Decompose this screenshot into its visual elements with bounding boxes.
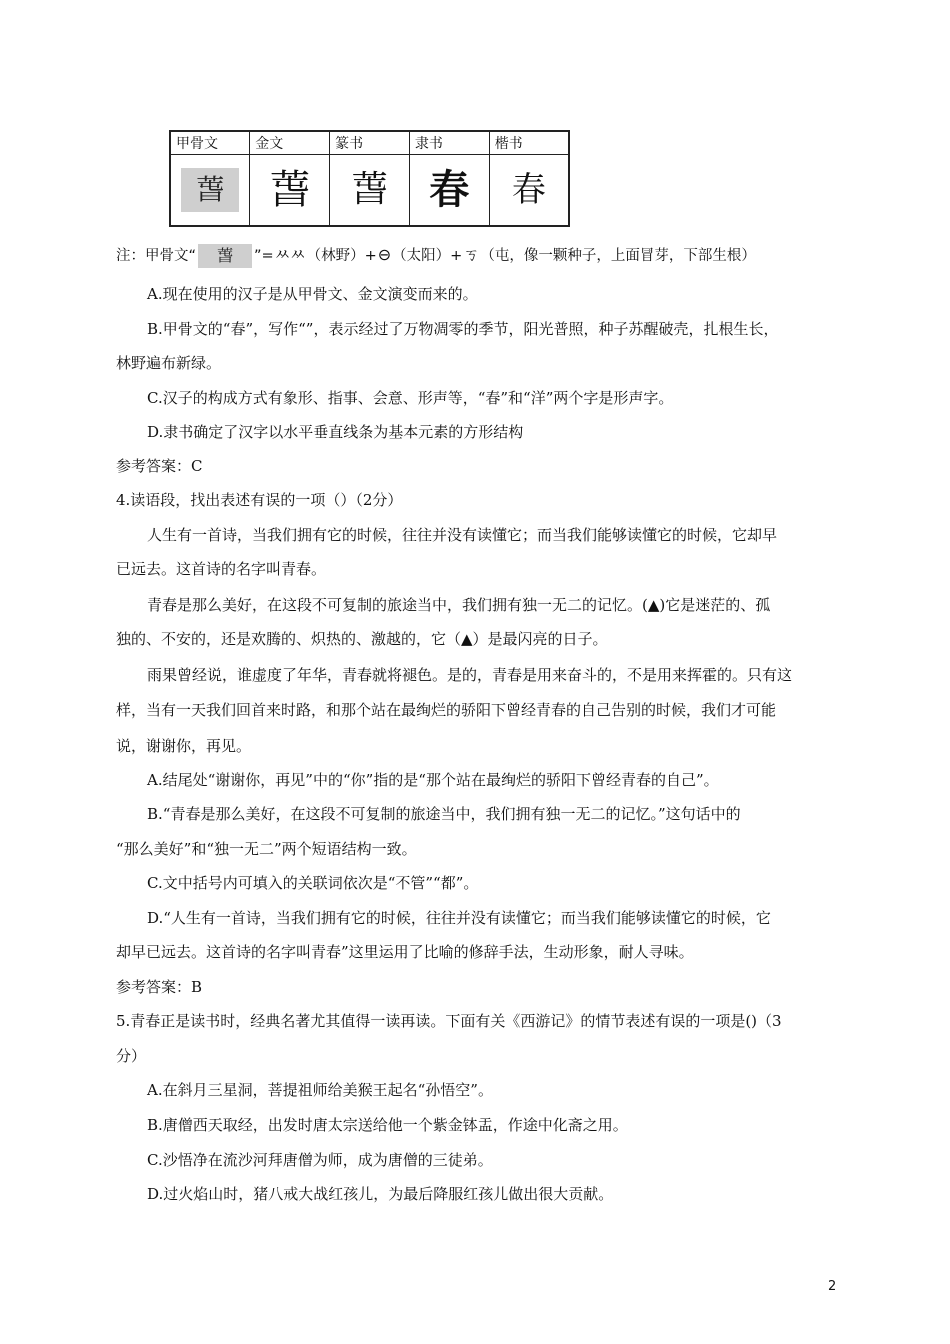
sun-symbol: ⊖	[377, 245, 392, 264]
q5-option-b: B.唐僧西天取经，出发时唐太宗送给他一个紫金钵盂，作途中化斋之用。	[147, 1116, 628, 1134]
header-regular: 楷书	[489, 131, 569, 155]
sprout-symbol: ㄎ	[463, 245, 480, 264]
note-forest: （林野）+	[306, 248, 377, 264]
page-number: 2	[828, 1279, 837, 1294]
q4-option-d: D.“人生有一首诗，当我们拥有它的时候，往往并没有读懂它；而当我们能够读懂它的时候，它	[147, 909, 771, 927]
oracle-inline-image: 萅	[198, 244, 252, 268]
table-header-row	[170, 131, 569, 155]
forest-symbol: ㅆㅆ	[274, 245, 306, 264]
cell-oracle	[170, 155, 250, 227]
q3-option-c: C.汉子的构成方式有象形、指事、会意、形声等，“春”和“洋”两个字是形声字。	[147, 389, 674, 407]
cell-bronze	[250, 155, 330, 227]
note-eq: ”=	[254, 248, 274, 264]
q4-option-b: B.“青春是那么美好，在这段不可复制的旅途当中，我们拥有独一无二的记忆。”这句话中的	[147, 805, 741, 823]
q3-option-a: A.现在使用的汉子是从甲骨文、金文演变而来的。	[147, 285, 478, 303]
seal-glyph: 萅	[351, 169, 388, 210]
q4-option-c: C.文中括号内可填入的关联词依次是“不管”“都”。	[147, 874, 479, 892]
q4-option-a: A.结尾处“谢谢你，再见”中的“你”指的是“那个站在最绚烂的骄阳下曾经青春的自己”。	[147, 771, 719, 789]
script-table	[169, 130, 570, 227]
q4-passage-line: 样，当有一天我们回首来时路，和那个站在最绚烂的骄阳下曾经青春的自己告别的时候，我们才可能	[116, 701, 777, 719]
oracle-glyph-image: 萅	[181, 168, 239, 212]
cell-clerical	[409, 155, 489, 227]
q5-option-c: C.沙悟净在流沙河拜唐僧为师，成为唐僧的三徒弟。	[147, 1151, 493, 1169]
q3-option-b: B.甲骨文的“春”，写作“”，表示经过了万物凋零的季节，阳光普照，种子苏醒破壳，扎根生长，	[147, 320, 779, 338]
header-oracle: 甲骨文	[170, 131, 250, 155]
clerical-glyph: 春	[429, 167, 470, 213]
q4-passage-line: 说，谢谢你，再见。	[116, 737, 252, 755]
q5-option-a: A.在斜月三星洞，菩提祖师给美猴王起名“孙悟空”。	[147, 1081, 493, 1099]
header-bronze: 金文	[250, 131, 330, 155]
q4-option-d-cont: 却早已远去。这首诗的名字叫青春”这里运用了比喻的修辞手法，生动形象，耐人寻味。	[116, 943, 694, 961]
bronze-glyph: 萅	[269, 167, 310, 213]
regular-glyph: 春	[511, 170, 546, 210]
q4-answer: 参考答案：B	[116, 978, 203, 996]
q4-stem: 4.读语段，找出表述有误的一项（）（2分）	[116, 491, 403, 509]
q4-passage-line: 人生有一首诗，当我们拥有它的时候，往往并没有读懂它；而当我们能够读懂它的时候，它却早	[147, 526, 778, 544]
q5-stem: 5.青春正是读书时，经典名著尤其值得一读再读。下面有关《西游记》的情节表述有误的一项是()（3	[116, 1012, 782, 1030]
q4-passage-line: 已远去。这首诗的名字叫青春。	[116, 560, 327, 578]
q5-stem-cont: 分）	[116, 1047, 147, 1065]
script-evolution-table	[169, 130, 570, 227]
cell-regular	[489, 155, 569, 227]
q3-answer: 参考答案：C	[116, 457, 203, 475]
q4-option-b-cont: “那么美好”和“独一无二”两个短语结构一致。	[116, 840, 417, 858]
cell-seal	[330, 155, 410, 227]
q4-passage-line: 雨果曾经说，谁虚度了年华，青春就将褪色。是的，青春是用来奋斗的，不是用来挥霍的。只有这	[147, 666, 793, 684]
note-prefix: 注：甲骨文“	[116, 248, 197, 264]
q4-passage-line: 独的、不安的，还是欢腾的、炽热的、激越的，它（▲）是最闪亮的日子。	[116, 630, 608, 648]
header-seal: 篆书	[330, 131, 410, 155]
q3-option-b-cont: 林野遍布新绿。	[116, 354, 222, 372]
header-clerical: 隶书	[409, 131, 489, 155]
table-glyph-row	[170, 155, 569, 227]
note-sprout: （屯，像一颗种子，上面冒芽，下部生根）	[480, 248, 756, 264]
q5-option-d: D.过火焰山时，猪八戒大战红孩儿，为最后降服红孩儿做出很大贡献。	[147, 1185, 614, 1203]
note-line	[116, 244, 756, 268]
note-sun: （太阳）+	[392, 248, 463, 264]
q4-passage-line: 青春是那么美好，在这段不可复制的旅途当中，我们拥有独一无二的记忆。(▲)它是迷茫的、孤	[147, 596, 771, 614]
q3-option-d: D.隶书确定了汉字以水平垂直线条为基本元素的方形结构	[147, 423, 524, 441]
